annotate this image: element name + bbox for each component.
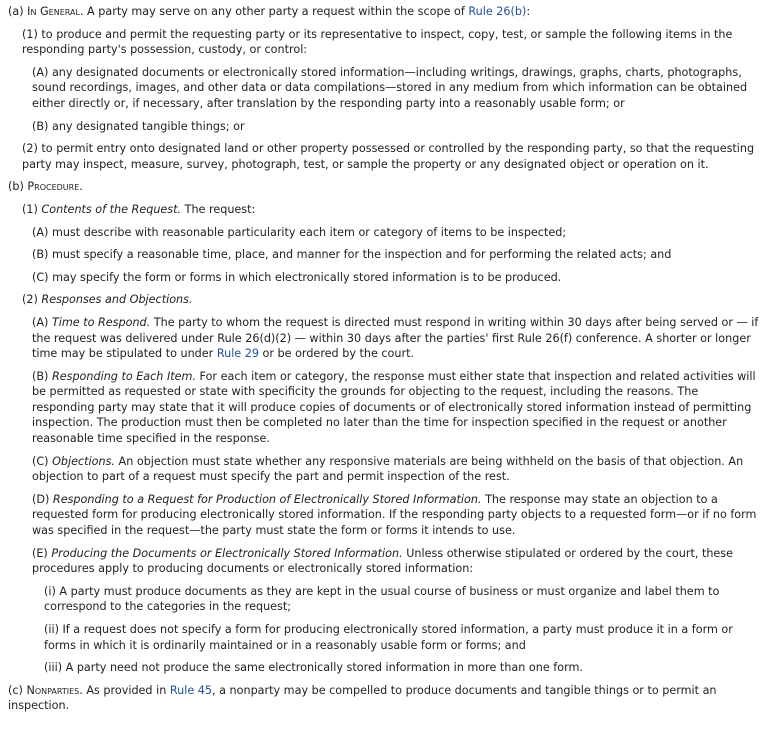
b2E-title: Producing the Documents or Electronically Stored Information.: [51, 546, 403, 560]
section-b-1-A: (A) must describe with reasonable particularity each item or category of items to be inspected;: [32, 225, 567, 239]
section-b-2-num: (2): [22, 293, 38, 307]
b2C-text: An objection must state whether any responsive materials are being withheld on the basis of that objection. An objection to part of a request must specify the part and permit inspection of the rest.: [32, 454, 744, 484]
b2A-num: (A): [32, 315, 49, 329]
section-c: [8, 683, 760, 714]
section-b-2-D: [8, 492, 760, 539]
section-b-2: [8, 292, 760, 308]
section-b-2-C: [8, 454, 760, 485]
section-b-2-E: [8, 546, 760, 577]
section-a-marker: (a): [8, 5, 24, 18]
b2D-title: Responding to a Request for Production of Electronically Stored Information.: [52, 492, 482, 506]
b2B-num: (B): [32, 369, 49, 383]
section-a-1-B: (B) any designated tangible things; or: [32, 119, 245, 133]
section-b-1-text: The request:: [184, 202, 256, 216]
section-b-2-A: [8, 315, 760, 362]
section-b-1-title: Contents of the Request.: [41, 202, 182, 216]
section-a-text: A party may serve on any other party a request within the scope of: [87, 5, 465, 18]
section-a-1-A: (A) any designated documents or electronically stored information—including writings, drawings, graphs, charts, photographs, sound recordings, images, and other data or data compilations—stored in any medium from which information can be obtained either directly or, if necessary, after translation by the responding party into a reasonably usable form; or: [32, 65, 748, 110]
section-b-1: [8, 202, 760, 218]
rule-26b-link[interactable]: Rule 26(b): [468, 5, 527, 18]
section-b-marker: (b): [8, 180, 24, 194]
section-a-2: (2) to permit entry onto designated land or other property possessed or controlled by the responding party, so that the requesting party may inspect, measure, survey, photograph, test, or sample the property or any designated object or operation on it.: [22, 142, 755, 171]
b2E-text: Unless otherwise stipulated or ordered by the court, these procedures apply to producing documents or electronically stored information:: [32, 546, 734, 576]
section-a: [8, 4, 760, 20]
section-b-2-E-iii: (iii) A party need not produce the same electronically stored information in more than one form.: [44, 661, 583, 675]
b2A-title: Time to Respond.: [51, 315, 151, 329]
rule-29-link[interactable]: Rule 29: [216, 347, 259, 361]
section-a-heading: In General.: [27, 5, 84, 18]
section-b-2-E-i: (i) A party must produce documents as they are kept in the usual course of business or must organize and label them to correspond to the categories in the request;: [44, 584, 720, 614]
section-c-pre: As provided in: [86, 683, 167, 697]
rule-45-link[interactable]: Rule 45: [169, 683, 213, 697]
b2B-title: Responding to Each Item.: [51, 369, 196, 383]
section-c-heading: Nonparties.: [26, 683, 83, 697]
b2E-num: (E): [32, 546, 48, 560]
section-a-1: (1) to produce and permit the requesting party or its representative to inspect, copy, test, or sample the following items in the responding party's possession, custody, or control:: [22, 27, 733, 57]
section-c-text: , a nonparty may be compelled to produce documents and tangible things or to permit an inspection.: [8, 683, 717, 713]
b2D-text: The response may state an objection to a requested form for producing electronically stored information. If the responding party objects to a requested form—or if no form was specified in the request—the party must state the form or forms it intends to use.: [32, 492, 757, 538]
b2C-num: (C): [32, 454, 49, 468]
section-b-heading: Procedure.: [27, 180, 83, 194]
b2C-title: Objections.: [52, 454, 115, 468]
section-c-marker: (c): [8, 683, 23, 697]
b2D-num: (D): [32, 492, 50, 506]
b2A-end: or be ordered by the court.: [262, 347, 415, 361]
section-b-1-C: (C) may specify the form or forms in which electronically stored information is to be produced.: [32, 270, 562, 284]
section-b-2-B: [8, 369, 760, 447]
b2B-text: For each item or category, the response must either state that inspection and related activities will be permitted as requested or state with specificity the grounds for objecting to the request, including the reasons. The responding party may state that it will produce copies of documents or of electronically stored information instead of permitting inspection. The production must then be completed no later than the time for inspection specified in the request or another reasonable time specified in the response.: [32, 369, 756, 446]
section-b-1-B: (B) must specify a reasonable time, place, and manner for the inspection and for performing the related acts; and: [32, 248, 672, 262]
section-a-end: :: [526, 5, 531, 18]
section-b-1-num: (1): [22, 202, 38, 216]
section-b-2-title: Responses and Objections.: [41, 293, 193, 307]
b2A-text: The party to whom the request is directed must respond in writing within 30 days after being served or — if the request was delivered under Rule 26(d)(2) — within 30 days after the parties' first Rule 26(f) conference. A shorter or longer time may be stipulated to under: [32, 315, 759, 361]
section-b-2-E-ii: (ii) If a request does not specify a form for producing electronically stored information, a party must produce it in a form or forms in which it is ordinarily maintained or in a reasonably usable form or forms; and: [44, 623, 733, 652]
section-b: [8, 179, 760, 195]
